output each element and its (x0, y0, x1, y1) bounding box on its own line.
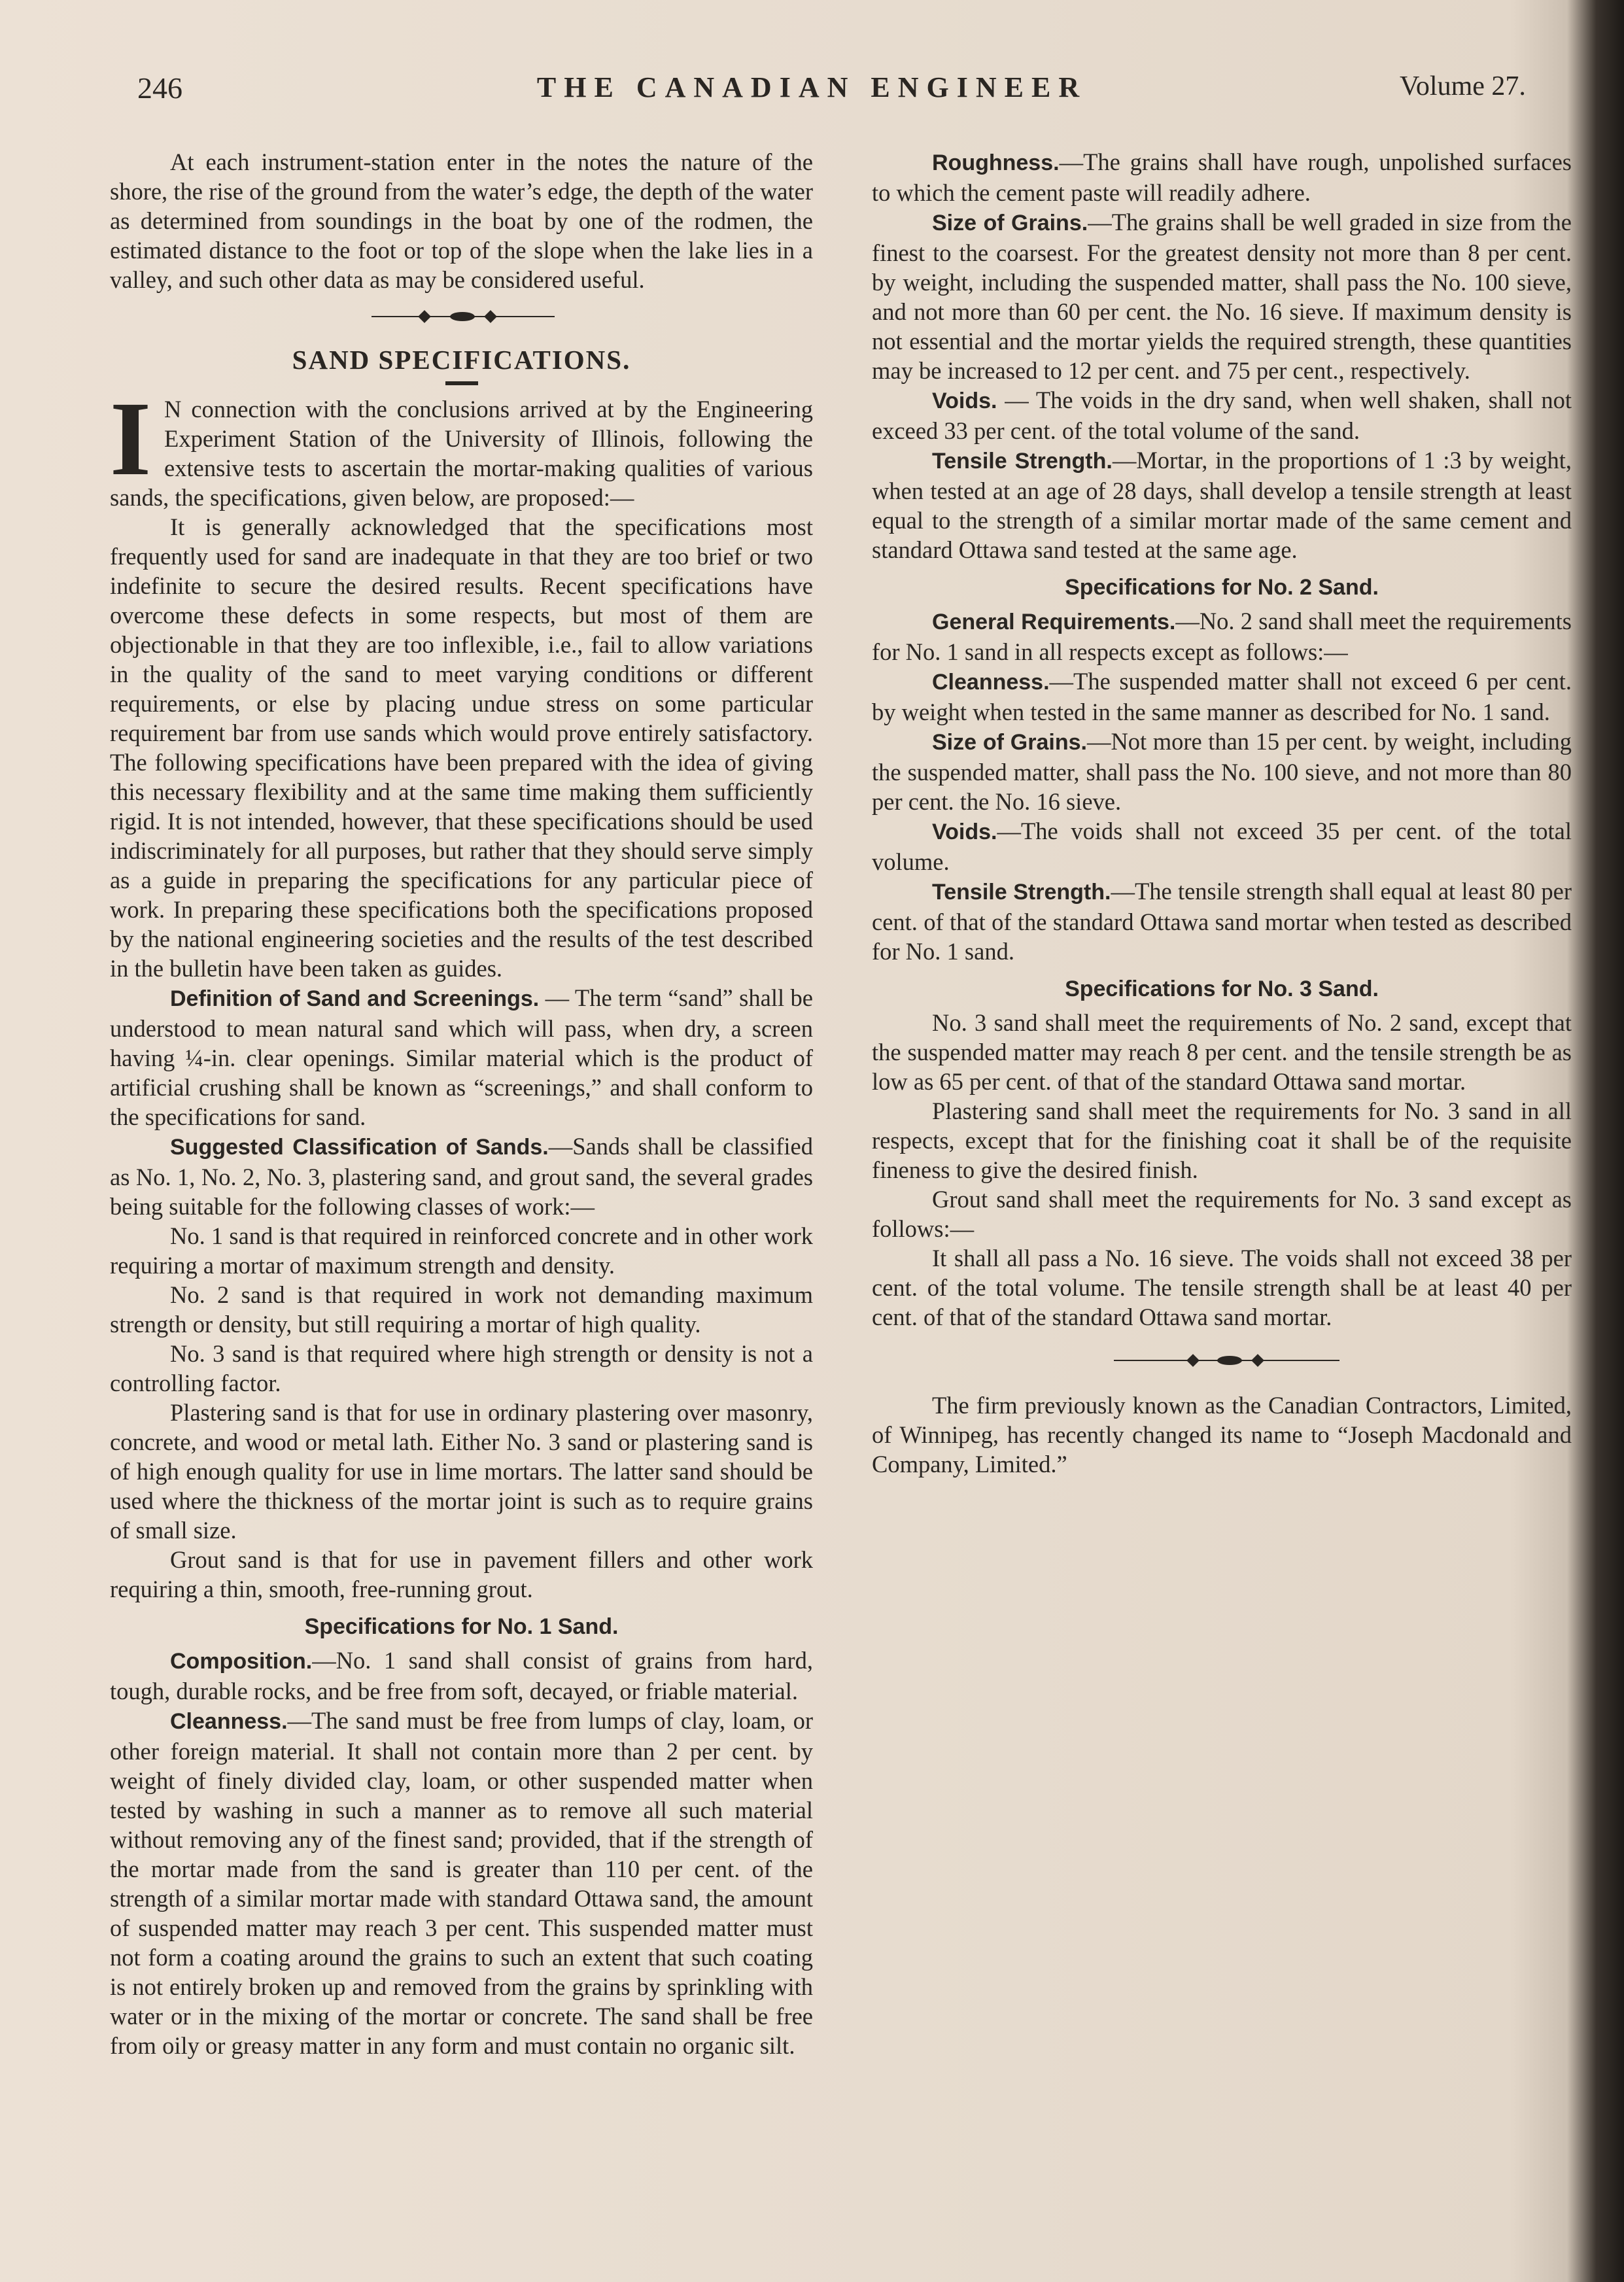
title-dash (445, 381, 478, 385)
spec2-tensile-text: —The tensile strength shall equal at least 80 per cent. of that of the standard Ottawa sand mortar when tested as described for No. 1 sand. (872, 878, 1572, 965)
roughness-text: —The grains shall have rough, unpolished surfaces to which the cement paste will readily adhere. (872, 148, 1572, 206)
voids-text: — The voids in the dry sand, when well shaken, shall not exceed 33 per cent. of the total volume of the sand. (872, 387, 1572, 444)
spec2-voids-paragraph (872, 816, 1572, 876)
class-plastering-paragraph: Plastering sand is that for use in ordinary plastering over masonry, concrete, and wood or metal lath. Either No. 3 sand or plastering sand is of high enough quality for use in lime mortars. The latter sand should be used where the thickness of the mortar joint is such as to require grains of small size. (110, 1399, 813, 1544)
spec3-paragraph-3: Grout sand shall meet the requirements for No. 3 sand except as follows:— (872, 1186, 1572, 1242)
ornamental-rule-2 (872, 1332, 1572, 1391)
cleanness-text: —The sand must be free from lumps of clay, loam, or other foreign material. It shall not contain more than 2 per cent. by weight of finely divided clay, loam, or other suspended matter when tested by washing in such a manner as to remove all such material without removing any of the finest sand; provided, that if the strength of the mortar made from the sand is greater than 110 per cent. of the strength of a similar mortar made with standard Ottawa sand, the amount of suspended matter may reach 3 per cent. This suspended matter must not form a coating around the grains to such an extent that such coating is not entirely broken up and removed from the grains by sprinkling with water or in the mixing of the mortar or concrete. The sand shall be free from oily or greasy matter in any form and must contain no organic silt. (110, 1707, 813, 2059)
spec3-paragraph-1: No. 3 sand shall meet the requirements of No. 2 sand, except that the suspended matter may reach 8 per cent. and the tensile strength be as low as 65 per cent. of that of the standard Ottawa sand mortar. (872, 1009, 1572, 1095)
classification-heading: Suggested Classification of Sands. (170, 1135, 549, 1160)
classification-paragraph (110, 1132, 813, 1221)
spec2-general-text: —No. 2 sand shall meet the requirements for No. 1 sand in all respects except as follows:— (872, 608, 1572, 665)
spec2-cleanness-heading: Cleanness. (932, 670, 1050, 695)
spec2-general-heading: General Requirements. (932, 610, 1176, 634)
spec3-paragraph-2: Plastering sand shall meet the requirements for No. 3 sand in all respects, except that for the finishing coat it shall be of the requisite fineness to give the desired finish. (872, 1098, 1572, 1183)
definition-text: — The term “sand” shall be understood to mean natural sand which will pass, when dry, a screen having ¼-in. clear openings. Similar material which is the product of artificial crushing shall be known as “screenings,” and shall conform to the specifications for sand. (110, 984, 813, 1130)
roughness-paragraph (872, 147, 1572, 207)
class-no2-paragraph: No. 2 sand is that required in work not demanding maximum strength or density, but still requiring a mortar of high quality. (110, 1281, 813, 1338)
cleanness-paragraph (110, 1706, 813, 2060)
spec2-size-heading: Size of Grains. (932, 730, 1087, 755)
spec2-size-paragraph (872, 727, 1572, 816)
volume-label: Volume 27. (1400, 71, 1526, 101)
intro-paragraph: At each instrument-station enter in the notes the nature of the shore, the rise of the ground from the water’s edge, the depth of the water as determined from soundings in the boat by one of the rodmen, the estimated distance to the foot or top of the slope when the lake lies in a valley, and such other data as may be considered useful. (110, 148, 813, 293)
right-column (872, 147, 1572, 1479)
spec3-paragraph-4: It shall all pass a No. 16 sieve. The voids shall not exceed 38 per cent. of the total volume. The tensile strength shall be at least 40 per cent. of that of the standard Ottawa sand mortar. (872, 1245, 1572, 1330)
article-title: SAND SPECIFICATIONS. (292, 345, 631, 375)
size-text: —The grains shall be well graded in size from the finest to the coarsest. For the greatest density not more than 8 per cent. by weight, including the suspended matter, shall pass the No. 100 sieve, and not more than 60 per cent. the No. 16 sieve. If maximum density is not essential and the mortar yields the required strength, these quantities may be increased to 12 per cent. and 75 per cent., respectively. (872, 209, 1572, 384)
tensile-paragraph (872, 445, 1572, 564)
voids-paragraph (872, 385, 1572, 445)
spec2-cleanness-text: —The suspended matter shall not exceed 6 per cent. by weight when tested in the same manner as described for No. 1 sand. (872, 668, 1572, 725)
spec2-tensile-paragraph (872, 876, 1572, 966)
composition-heading: Composition. (170, 1649, 313, 1674)
spec2-voids-text: —The voids shall not exceed 35 per cent. of the total volume. (872, 818, 1572, 875)
spec3-heading: Specifications for No. 3 Sand. (1065, 977, 1379, 1001)
voids-heading: Voids. (932, 389, 997, 413)
spec2-cleanness-paragraph (872, 666, 1572, 727)
definition-paragraph (110, 983, 813, 1132)
spec1-heading: Specifications for No. 1 Sand. (304, 1614, 619, 1639)
classification-text: —Sands shall be classified as No. 1, No. 2, No. 3, plastering sand, and grout sand, the several grades being suitable for the following classes of work:— (110, 1133, 813, 1220)
composition-text: —No. 1 sand shall consist of grains from hard, tough, durable rocks, and be free from soft, decayed, or friable material. (110, 1647, 813, 1704)
class-grout-paragraph: Grout sand is that for use in pavement fillers and other work requiring a thin, smooth, free-running grout. (110, 1546, 813, 1602)
tensile-text: —Mortar, in the proportions of 1 :3 by weight, when tested at an age of 28 days, shall develop a tensile strength at least equal to the strength of a similar mortar made of the same cement and standard Ottawa sand tested at the same age. (872, 447, 1572, 563)
lead-text: N connection with the conclusions arrived at by the Engineering Experiment Station of the University of Illinois, following the extensive tests to ascertain the mortar-making qualities of various sands, the specifications, given below, are proposed:— (110, 396, 813, 511)
ornamental-rule (110, 294, 813, 340)
spec2-voids-heading: Voids. (932, 820, 997, 844)
page-number: 246 (137, 71, 182, 105)
general-paragraph: It is generally acknowledged that the specifications most frequently used for sand are inadequate in that they are too brief or two indefinite to secure the desired results. Recent specifications have overcome these defects in some respects, but most of them are objectionable in that they are too inflexible, i.e., fail to allow variations in the quality of the sand to meet varying conditions or different requirements, or else by placing undue stress on some particular requirement bar from use sands which would prove entirely satisfactory. The following specifications have been prepared with the idea of giving this necessary flexibility and at the same time making them sufficiently rigid. It is not intended, however, that these specifications should be used indiscriminately for all purposes, but rather that they should serve simply as a guide in preparing the specifications for any particular piece of work. In preparing these specifications both the specifications proposed by the national engineering societies and the results of the test described in the bulletin have been taken as guides. (110, 513, 813, 982)
cleanness-heading: Cleanness. (170, 1709, 288, 1734)
closing-note: The firm previously known as the Canadian Contractors, Limited, of Winnipeg, has recently changed its name to “Joseph Macdonald and Company, Limited.” (872, 1392, 1572, 1478)
left-column (110, 147, 813, 2060)
journal-title: THE CANADIAN ENGINEER (536, 71, 1088, 103)
tensile-heading: Tensile Strength. (932, 449, 1113, 474)
spec2-general-paragraph (872, 606, 1572, 666)
spec2-size-text: —Not more than 15 per cent. by weight, including the suspended matter, shall pass the No. 100 sieve, and not more than 80 per cent. the No. 16 sieve. (872, 728, 1572, 815)
roughness-heading: Roughness. (932, 150, 1060, 175)
size-heading: Size of Grains. (932, 211, 1088, 235)
composition-paragraph (110, 1646, 813, 1706)
size-paragraph (872, 207, 1572, 385)
class-no3-paragraph: No. 3 sand is that required where high strength or density is not a controlling factor. (110, 1340, 813, 1396)
spec2-heading: Specifications for No. 2 Sand. (1065, 575, 1379, 600)
lead-paragraph (110, 381, 813, 512)
definition-heading: Definition of Sand and Screenings. (170, 986, 540, 1011)
drop-cap: I (110, 381, 152, 498)
class-no1-paragraph: No. 1 sand is that required in reinforced concrete and in other work requiring a mortar of maximum strength and density. (110, 1222, 813, 1279)
spec2-tensile-heading: Tensile Strength. (932, 880, 1111, 905)
